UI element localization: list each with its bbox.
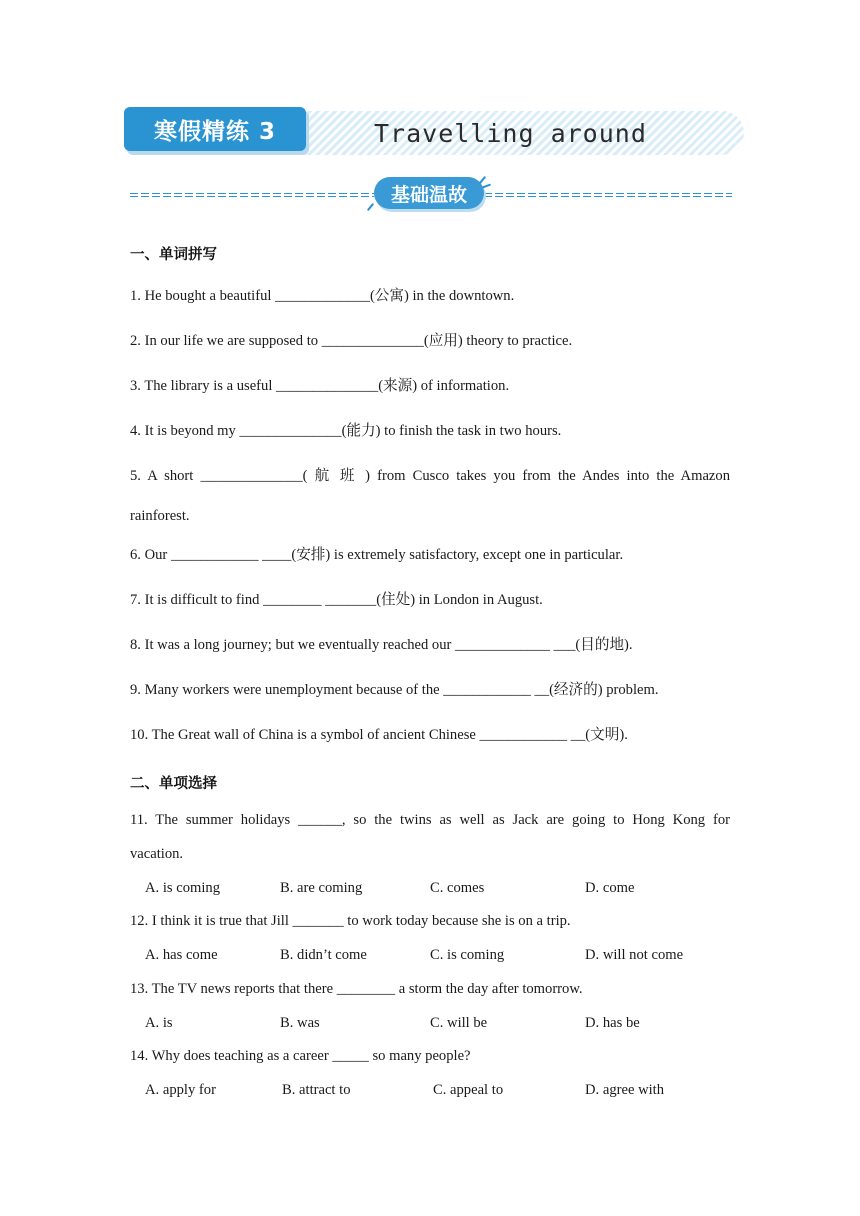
sparkle-icon [479,176,486,184]
option-b: B. are coming [280,880,363,896]
spelling-item: 2. In our life we are supposed to ______________(应用) theory to practice. [130,333,573,349]
divider-line-right [484,193,732,198]
sparkle-icon [367,203,374,211]
spelling-item: 10. The Great wall of China is a symbol of ancient Chinese ____________ __(文明). [130,727,628,743]
option-a: A. has come [145,947,218,963]
option-c: C. is coming [430,947,505,963]
spelling-item: 8. It was a long journey; but we eventually reached our _____________ ___(目的地). [130,637,633,653]
exercise-badge [124,107,306,151]
section-heading-spelling: 一、单词拼写 [130,247,217,263]
option-d: D. will not come [585,947,684,963]
question-stem: 12. I think it is true that Jill _______ to work today because she is on a trip. [130,913,571,929]
spelling-item: 4. It is beyond my ______________(能力) to finish the task in two hours. [130,423,562,439]
spelling-item: 1. He bought a beautiful _____________(公寓) in the downtown. [130,288,515,304]
question-stem: 13. The TV news reports that there ________ a storm the day after tomorrow. [130,981,583,997]
option-c: C. will be [430,1015,488,1031]
option-c: C. comes [430,880,485,896]
option-d: D. come [585,880,635,896]
divider-line-left [130,193,374,198]
divider-badge-label: 基础温故 [390,183,467,206]
worksheet-banner [124,107,746,157]
spelling-item: 9. Many workers were unemployment because of the ____________ __(经济的) problem. [130,682,659,698]
question-stem-continued: vacation. [130,846,184,862]
option-b: B. attract to [282,1082,351,1098]
spelling-item: 7. It is difficult to find ________ _______(住处) in London in August. [130,592,543,608]
spelling-item-continued: rainforest. [130,508,190,524]
spelling-item: 3. The library is a useful ______________(来源) of information. [130,378,510,394]
option-a: A. is coming [145,880,220,896]
spelling-item: 5. A short ______________( 航 班 ) from Cusco takes you from the Andes into the Amazon [130,468,730,484]
option-d: D. agree with [585,1082,665,1098]
sparkle-icon [482,184,491,189]
option-c: C. appeal to [433,1082,504,1098]
option-a: A. is [145,1015,173,1031]
option-d: D. has be [585,1015,640,1031]
option-b: B. didn’t come [280,947,367,963]
divider-badge [374,177,484,209]
question-stem: 14. Why does teaching as a career _____ so many people? [130,1048,471,1064]
page-title: Travelling around [374,119,647,148]
section-heading-choice: 二、单项选择 [130,776,217,792]
section-divider [130,175,732,215]
exercise-badge-label: 寒假精练 3 [153,118,276,145]
option-a: A. apply for [145,1082,216,1098]
option-b: B. was [280,1015,320,1031]
spelling-item: 6. Our ____________ ____(安排) is extremely satisfactory, except one in particular. [130,547,624,563]
question-stem: 11. The summer holidays ______, so the twins as well as Jack are going to Hong Kong for [130,812,730,828]
